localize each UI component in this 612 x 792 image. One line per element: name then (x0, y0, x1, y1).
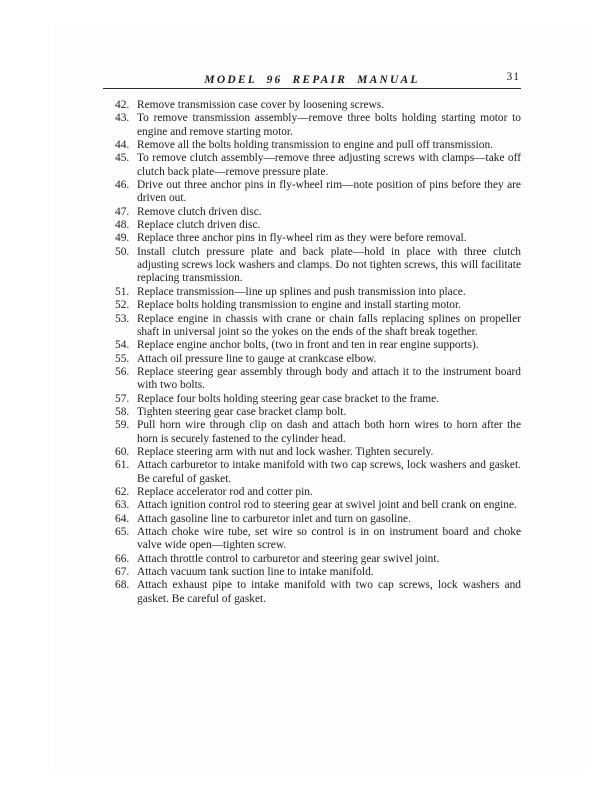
step-number: 55. (115, 352, 130, 365)
step-number: 62. (115, 485, 130, 498)
step-number: 49. (115, 232, 130, 245)
list-item (103, 313, 521, 340)
list-item (103, 566, 521, 579)
step-number: 42. (115, 99, 130, 111)
list-item (103, 393, 521, 406)
step-text: Replace four bolts holding steering gear case bracket to the frame. (137, 392, 440, 405)
step-text: Replace bolts holding transmission to engine and install starting motor. (137, 299, 461, 312)
list-item (103, 152, 521, 179)
step-number: 48. (115, 219, 130, 232)
list-item (103, 446, 521, 459)
step-text: To remove clutch assembly—remove three adjusting screws with clamps—take off clutch back plate—remove pressure plate. (137, 152, 521, 178)
list-item (103, 419, 521, 446)
step-text: Replace clutch driven disc. (137, 219, 261, 232)
list-item (103, 339, 521, 352)
step-number: 53. (115, 312, 130, 325)
step-number: 51. (115, 285, 130, 298)
step-number: 67. (115, 566, 130, 579)
list-item (103, 139, 521, 152)
list-item (103, 286, 521, 299)
list-item (103, 459, 521, 486)
step-text: Attach vacuum tank suction line to intake manifold. (137, 566, 374, 579)
step-text: Install clutch pressure plate and back plate—hold in place with three clutch adjusting screws lock washers and clamps. Do not tighten screws, this will facilitate replacing transmission. (137, 245, 521, 285)
list-item (103, 112, 521, 139)
step-number: 66. (115, 552, 130, 565)
list-item (103, 179, 521, 206)
step-number: 64. (115, 512, 130, 525)
step-number: 63. (115, 499, 130, 512)
list-item (103, 526, 521, 553)
step-number: 57. (115, 392, 130, 405)
step-number: 65. (115, 526, 130, 538)
list-item (103, 246, 521, 286)
step-text: Attach carburetor to intake manifold with two cap screws, lock washers and gasket. Be careful of gasket. (137, 459, 521, 485)
header-rule (103, 88, 521, 89)
list-item (103, 513, 521, 526)
step-text: Attach ignition control rod to steering gear at swivel joint and bell crank on engine. (137, 499, 517, 512)
step-number: 50. (115, 245, 130, 258)
step-number: 54. (115, 339, 130, 352)
step-text: Remove clutch driven disc. (137, 205, 262, 218)
step-text: Remove transmission case cover by loosening screws. (137, 99, 385, 111)
step-text: Attach choke wire tube, set wire so control is in on instrument board and choke valve wide open—tighten screw. (137, 526, 521, 552)
step-number: 46. (115, 179, 130, 192)
step-number: 45. (115, 152, 130, 165)
list-item (103, 206, 521, 219)
list-item (103, 406, 521, 419)
step-text: Replace engine in chassis with crane or chain falls replacing splines on propeller shaft in universal joint so the yokes on the ends of the shaft break together. (137, 312, 521, 338)
page-number: 31 (506, 71, 520, 83)
step-text: Remove all the bolts holding transmission to engine and pull off transmission. (137, 139, 494, 152)
step-text: Pull horn wire through clip on dash and attach both horn wires to horn after the horn is securely fastened to the cylinder head. (137, 419, 521, 445)
step-text: Attach gasoline line to carburetor inlet and turn on gasoline. (137, 512, 411, 525)
list-item (103, 299, 521, 312)
running-head-title: MODEL 96 REPAIR MANUAL (204, 74, 420, 86)
list-item (103, 219, 521, 232)
step-number: 43. (115, 112, 130, 125)
step-number: 47. (115, 205, 130, 218)
step-number: 58. (115, 405, 130, 418)
step-number: 56. (115, 365, 130, 378)
step-text: Tighten steering gear case bracket clamp bolt. (137, 405, 347, 418)
page-content (103, 70, 521, 606)
step-number: 44. (115, 139, 130, 152)
step-text: Replace steering arm with nut and lock washer. Tighten securely. (137, 445, 434, 458)
list-item (103, 579, 521, 606)
step-text: Replace steering gear assembly through body and attach it to the instrument board with two bolts. (137, 365, 521, 392)
step-number: 59. (115, 419, 130, 432)
step-text: Replace engine anchor bolts, (two in front and ten in rear engine supports). (137, 339, 479, 352)
step-number: 61. (115, 459, 130, 472)
step-text: Drive out three anchor pins in fly-wheel rim—note position of pins before they are driven out. (137, 179, 521, 205)
step-number: 68. (115, 579, 130, 592)
list-item (103, 486, 521, 499)
step-text: Attach exhaust pipe to intake manifold with two cap screws, lock washers and gasket. Be careful of gasket. (137, 579, 521, 605)
list-item (103, 499, 521, 512)
list-item (103, 553, 521, 566)
step-text: Attach throttle control to carburetor and steering gear swivel joint. (137, 552, 440, 565)
step-text: To remove transmission assembly—remove three bolts holding starting motor to engine and remove starting motor. (137, 112, 521, 138)
list-item (103, 99, 521, 112)
list-item (103, 353, 521, 366)
step-list (103, 99, 521, 606)
step-text: Replace transmission—line up splines and push transmission into place. (137, 285, 466, 298)
step-text: Replace accelerator rod and cotter pin. (137, 485, 313, 498)
running-head (103, 70, 521, 86)
list-item (103, 232, 521, 245)
step-number: 60. (115, 445, 130, 458)
step-text: Replace three anchor pins in fly-wheel rim as they were before removal. (137, 232, 467, 245)
step-text: Attach oil pressure line to gauge at crankcase elbow. (137, 352, 377, 365)
list-item (103, 366, 521, 393)
step-number: 52. (115, 299, 130, 312)
